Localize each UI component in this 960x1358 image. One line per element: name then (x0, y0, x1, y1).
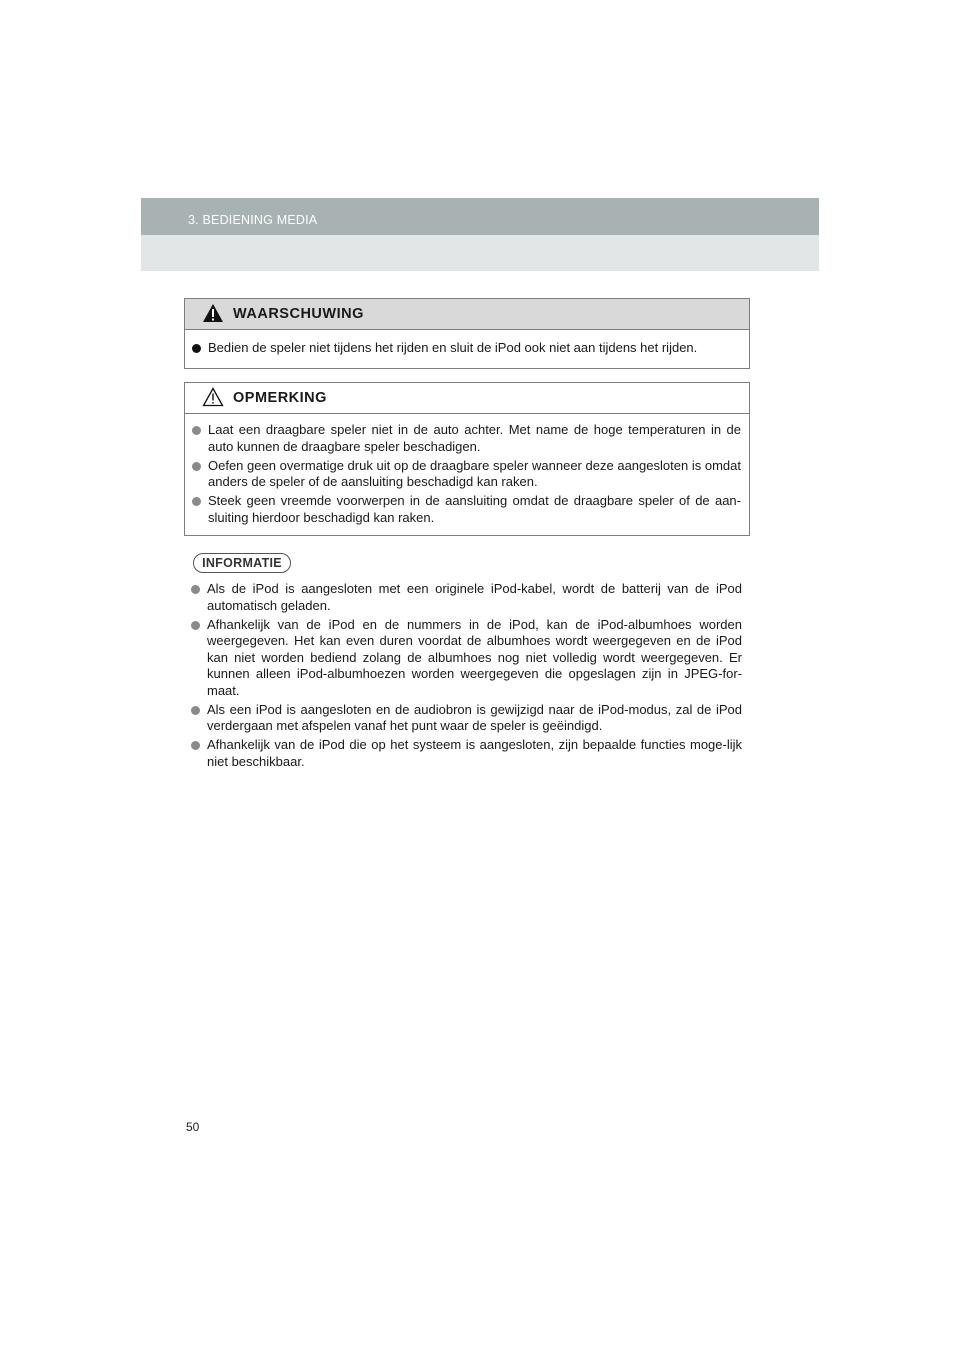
note-item-text: Laat een draagbare speler niet in de auto achter. Met name de hoge temperaturen in de auto kunnen de draagbare speler beschadigen. (208, 422, 741, 454)
section-title: 3. BEDIENING MEDIA (188, 213, 318, 227)
warning-box (184, 298, 750, 369)
info-item-text: Als een iPod is aangesloten en de audiobron is gewijzigd naar de iPod-modus, zal de iPod verdergaan met afspelen vanaf het punt waar de speler is geëindigd. (207, 701, 742, 733)
list-item (192, 340, 741, 357)
bullet-icon (192, 497, 201, 506)
bullet-icon (192, 462, 201, 471)
warning-items (185, 330, 749, 368)
info-item-text: Afhankelijk van de iPod die op het systeem is aangesloten, zijn bepaalde functies moge-lijk niet beschikbaar. (207, 737, 742, 769)
bullet-icon (191, 621, 200, 630)
warning-item-text: Bedien de speler niet tijdens het rijden en sluit de iPod ook niet aan tijdens het rijden. (208, 340, 698, 355)
info-item-text: Afhankelijk van de iPod en de nummers in de iPod, kan de iPod-albumhoes worden weergegeven. Het kan even duren voordat de albumhoes wordt weergegeven en de iPod kan niet worden bediend zolang de albumhoes nog niet volledig wordt weergegeven. Er kunnen alleen iPod-albumhoezen worden weergegeven die opgeslagen zijn in JPEG-for-maat. (207, 616, 742, 698)
bullet-icon (192, 426, 201, 435)
note-item-text: Oefen geen overmatige druk uit op de draagbare speler wanneer deze aangesloten is omdat anders de speler of de aansluiting beschadigd kan raken. (208, 457, 741, 489)
bullet-icon (191, 706, 200, 715)
info-section (191, 581, 742, 770)
list-item (192, 458, 741, 491)
bullet-icon (191, 741, 200, 750)
note-item-text: Steek geen vreemde voorwerpen in de aansluiting omdat de draagbare speler of de aan-sluiting hierdoor beschadigd kan raken. (208, 493, 741, 525)
list-item (192, 422, 741, 455)
note-title: OPMERKING (233, 390, 327, 406)
warning-title: WAARSCHUWING (233, 306, 364, 322)
list-item (191, 617, 742, 700)
caution-triangle-icon (202, 387, 224, 407)
note-items (185, 414, 749, 535)
list-item (191, 581, 742, 614)
page-header (141, 198, 819, 271)
header-bar (141, 198, 819, 235)
warning-triangle-icon (202, 303, 224, 323)
list-item (192, 493, 741, 526)
bullet-icon (191, 585, 200, 594)
info-item-text: Als de iPod is aangesloten met een originele iPod-kabel, wordt de batterij van de iPod automatisch geladen. (207, 581, 742, 613)
list-item (191, 737, 742, 770)
note-header (185, 383, 749, 414)
page-number: 50 (186, 1120, 200, 1134)
note-box (184, 382, 750, 536)
list-item (191, 702, 742, 735)
warning-header (185, 299, 749, 330)
info-tag: INFORMATIE (193, 553, 291, 573)
bullet-icon (192, 344, 201, 353)
